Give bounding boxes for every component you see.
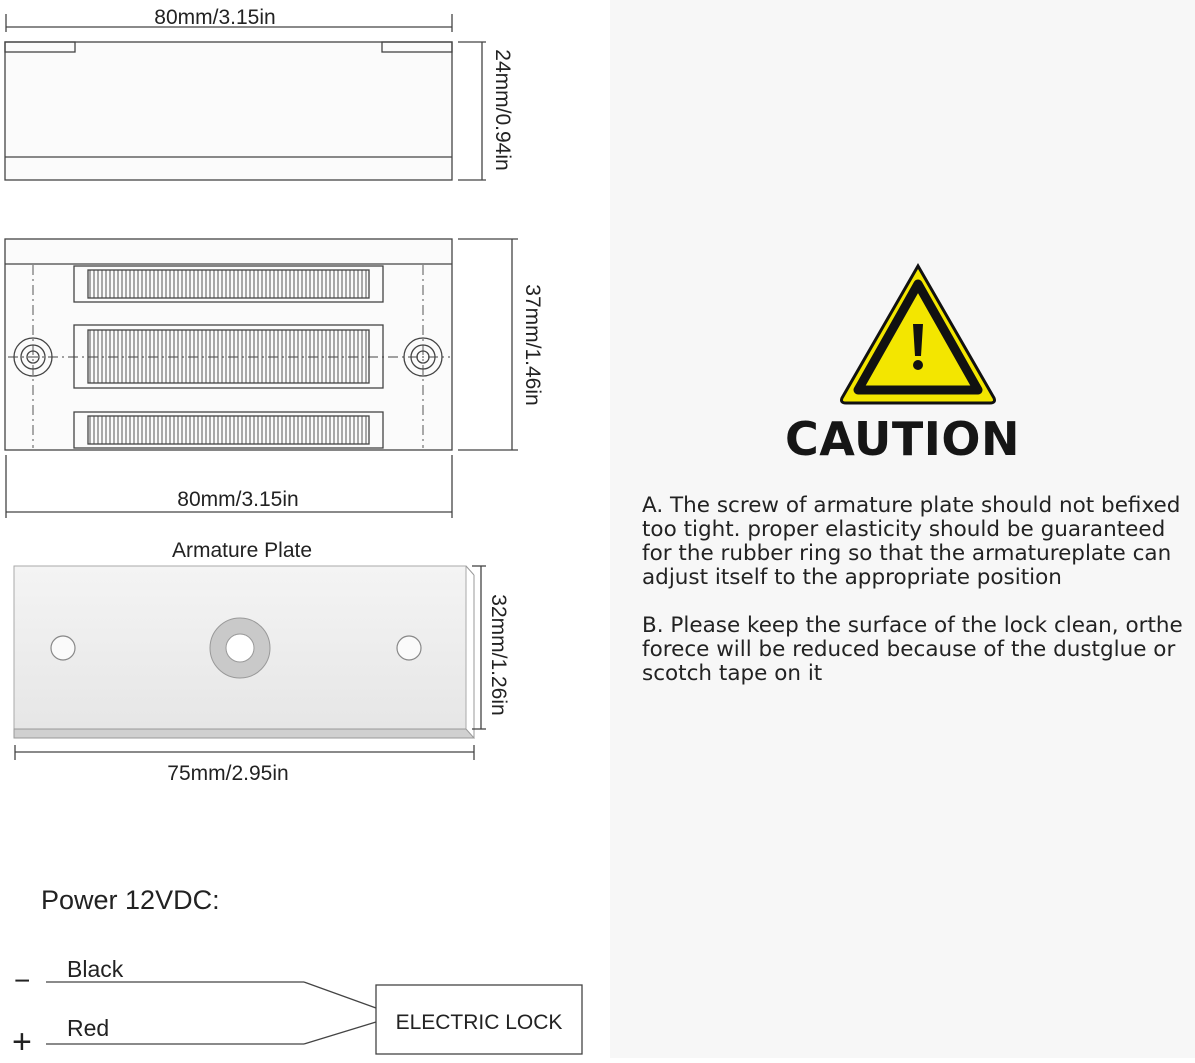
front-view-drawing [5, 239, 518, 518]
armature-width-label: 75mm/2.95in [167, 762, 289, 785]
red-wire-label: Red [67, 1015, 110, 1041]
caution-title: CAUTION [785, 412, 1020, 466]
black-wire-label: Black [67, 956, 124, 982]
top-view-drawing [5, 14, 486, 180]
armature-height-label: 32mm/1.26in [487, 594, 510, 716]
power-title: Power 12VDC: [41, 885, 220, 915]
front-view-height-label: 37mm/1.46in [521, 284, 544, 406]
armature-plate-title: Armature Plate [171, 539, 313, 562]
electric-lock-label: ELECTRIC LOCK [395, 1011, 563, 1034]
top-view-height-label: 24mm/0.94in [491, 49, 514, 171]
top-view-width-label: 80mm/3.15in [154, 6, 276, 29]
caution-note-a: A. The screw of armature plate should not befixed too tight. proper elasticity should be guaranteed for the rubber ring so that the armatureplate can adjust itself to the appropriate position [642, 493, 1181, 590]
caution-note-b: B. Please keep the surface of the lock clean, orthe forece will be reduced because of the dustglue or scotch tape on it [642, 613, 1183, 686]
negative-terminal-symbol: − [14, 965, 31, 996]
armature-plate-drawing [14, 566, 474, 738]
warning-triangle-icon [838, 262, 998, 407]
positive-terminal-symbol: + [12, 1023, 32, 1058]
caution-panel [610, 0, 1195, 1058]
front-view-width-label: 80mm/3.15in [177, 488, 299, 511]
